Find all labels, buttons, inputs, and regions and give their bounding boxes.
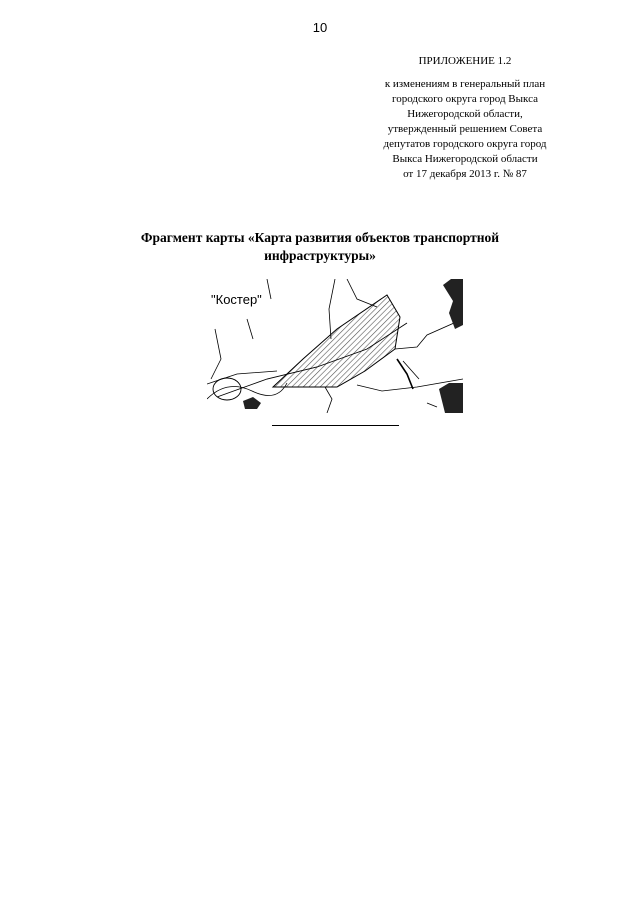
road-ring (213, 378, 241, 400)
road-line (403, 361, 419, 379)
appendix-line: к изменениям в генеральный план (384, 78, 546, 90)
road-line (329, 279, 335, 339)
road-line (207, 371, 277, 384)
road-line (395, 319, 463, 349)
document-title-line: Фрагмент карты «Карта развития объектов транспортной (140, 230, 500, 245)
appendix-line: Выкса Нижегородской области (392, 153, 538, 165)
appendix-line: утвержденный решением Совета (387, 123, 543, 135)
road-line (267, 279, 271, 299)
road-line (347, 279, 377, 307)
appendix-line: городского округа город Выкса (392, 93, 538, 105)
settlement-area (443, 279, 463, 329)
appendix-line: депутатов городского округа город (383, 138, 547, 150)
appendix-line: от 17 декабря 2013 г. № 87 (403, 168, 527, 180)
page-number: 10 (312, 20, 328, 35)
settlement-area (439, 383, 463, 413)
appendix-title: ПРИЛОЖЕНИЕ 1.2 (418, 55, 512, 67)
settlement-area (243, 397, 261, 409)
appendix-block (360, 54, 570, 182)
document-title (100, 229, 540, 265)
appendix-line: Нижегородской области, (407, 108, 523, 120)
map-label-koster: "Костер" (211, 292, 262, 307)
road-line (427, 403, 437, 407)
road-line (211, 329, 221, 379)
end-rule (272, 425, 399, 426)
document-title-line: инфраструктуры» (264, 248, 376, 263)
road-line (325, 387, 332, 413)
road-line (247, 319, 253, 339)
